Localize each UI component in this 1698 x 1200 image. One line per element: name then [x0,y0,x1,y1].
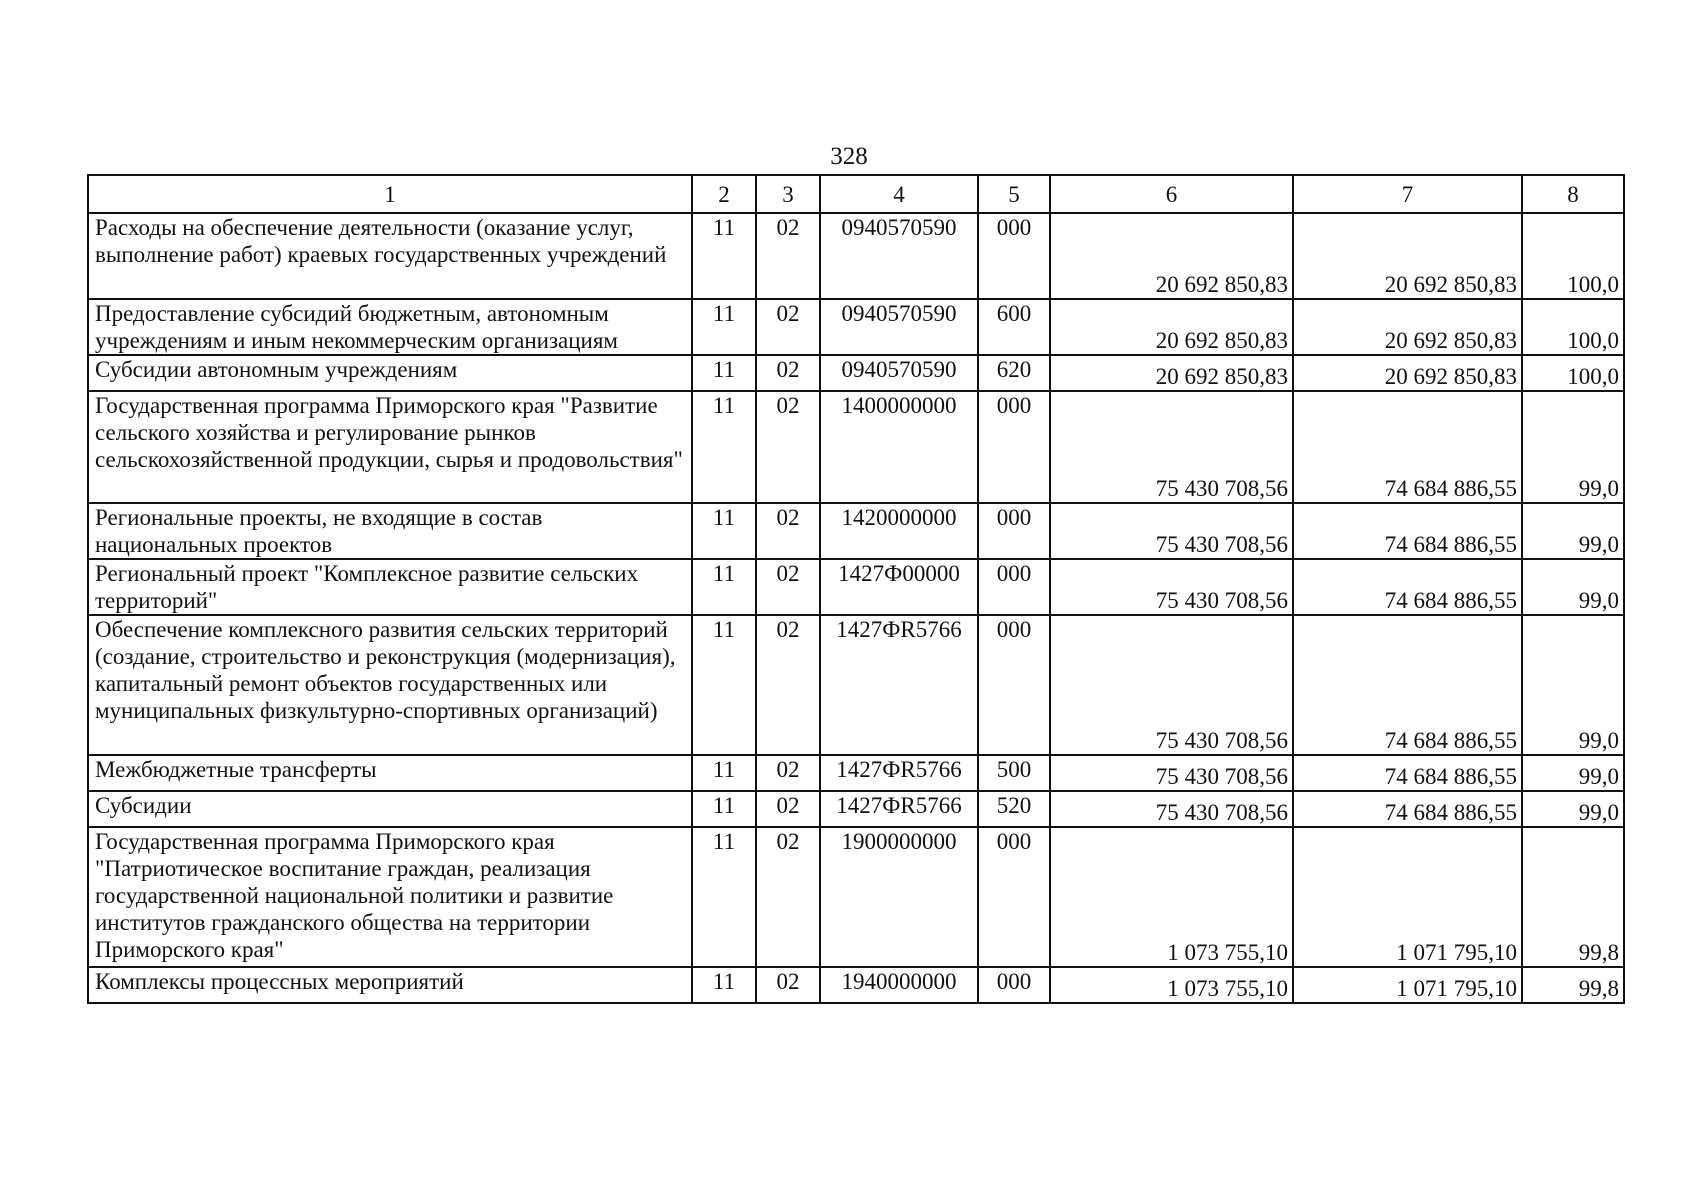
expense-type-cell: 000 [978,391,1050,503]
header-cell: 6 [1050,175,1293,213]
row-name-cell: Предоставление субсидий бюджетным, автономным учреждениям и иным некоммерческим организациям [88,299,692,355]
section-code-cell: 11 [692,827,756,967]
planned-amount-cell: 75 430 708,56 [1050,391,1293,503]
target-article-cell: 1400000000 [820,391,978,503]
planned-amount-cell: 75 430 708,56 [1050,615,1293,755]
planned-amount-cell: 75 430 708,56 [1050,791,1293,827]
executed-amount-cell: 1 071 795,10 [1293,827,1522,967]
planned-amount-cell: 75 430 708,56 [1050,503,1293,559]
expense-type-cell: 000 [978,503,1050,559]
target-article-cell: 0940570590 [820,213,978,299]
subsection-code-cell: 02 [756,827,820,967]
expense-type-cell: 000 [978,213,1050,299]
expense-type-cell: 000 [978,967,1050,1003]
executed-amount-cell: 20 692 850,83 [1293,355,1522,391]
row-name-cell: Государственная программа Приморского края "Патриотическое воспитание граждан, реализация государственной национальной политики и развитие институтов гражданского общества на территории Приморского края" [88,827,692,967]
row-name-cell: Обеспечение комплексного развития сельских территорий (создание, строительство и реконструкция (модернизация), капитальный ремонт объектов государственных или муниципальных физкультурно-спортивных организаций) [88,615,692,755]
target-article-cell: 1940000000 [820,967,978,1003]
executed-amount-cell: 20 692 850,83 [1293,299,1522,355]
target-article-cell: 1427ФR5766 [820,791,978,827]
row-name-cell: Межбюджетные трансферты [88,755,692,791]
execution-percent-cell: 100,0 [1522,299,1624,355]
row-name-cell: Субсидии [88,791,692,827]
header-cell: 5 [978,175,1050,213]
target-article-cell: 1427ФR5766 [820,615,978,755]
row-name-cell: Субсидии автономным учреждениям [88,355,692,391]
header-cell: 8 [1522,175,1624,213]
table-row [88,503,1624,559]
row-name-cell: Комплексы процессных мероприятий [88,967,692,1003]
execution-percent-cell: 99,0 [1522,791,1624,827]
expense-type-cell: 500 [978,755,1050,791]
expense-type-cell: 620 [978,355,1050,391]
section-code-cell: 11 [692,755,756,791]
header-cell: 2 [692,175,756,213]
row-name-cell: Региональный проект "Комплексное развитие сельских территорий" [88,559,692,615]
execution-percent-cell: 100,0 [1522,355,1624,391]
section-code-cell: 11 [692,615,756,755]
executed-amount-cell: 74 684 886,55 [1293,503,1522,559]
table-row [88,791,1624,827]
execution-percent-cell: 99,0 [1522,559,1624,615]
target-article-cell: 1427ФR5766 [820,755,978,791]
subsection-code-cell: 02 [756,299,820,355]
executed-amount-cell: 74 684 886,55 [1293,615,1522,755]
subsection-code-cell: 02 [756,503,820,559]
subsection-code-cell: 02 [756,791,820,827]
table-row [88,213,1624,299]
planned-amount-cell: 1 073 755,10 [1050,827,1293,967]
row-name-cell: Государственная программа Приморского края "Развитие сельского хозяйства и регулирование рынков сельскохозяйственной продукции, сырья и продовольствия" [88,391,692,503]
executed-amount-cell: 74 684 886,55 [1293,559,1522,615]
target-article-cell: 1420000000 [820,503,978,559]
row-name-cell: Региональные проекты, не входящие в состав национальных проектов [88,503,692,559]
subsection-code-cell: 02 [756,615,820,755]
execution-percent-cell: 99,0 [1522,755,1624,791]
executed-amount-cell: 74 684 886,55 [1293,791,1522,827]
expense-type-cell: 600 [978,299,1050,355]
subsection-code-cell: 02 [756,213,820,299]
table-row [88,615,1624,755]
execution-percent-cell: 100,0 [1522,213,1624,299]
section-code-cell: 11 [692,503,756,559]
subsection-code-cell: 02 [756,355,820,391]
budget-table [87,174,1625,1004]
execution-percent-cell: 99,0 [1522,503,1624,559]
executed-amount-cell: 74 684 886,55 [1293,755,1522,791]
header-cell: 4 [820,175,978,213]
section-code-cell: 11 [692,213,756,299]
expense-type-cell: 000 [978,559,1050,615]
executed-amount-cell: 1 071 795,10 [1293,967,1522,1003]
section-code-cell: 11 [692,791,756,827]
table-row [88,827,1624,967]
table-row [88,299,1624,355]
subsection-code-cell: 02 [756,755,820,791]
header-cell: 3 [756,175,820,213]
section-code-cell: 11 [692,391,756,503]
planned-amount-cell: 20 692 850,83 [1050,299,1293,355]
page-number: 328 [830,143,868,170]
execution-percent-cell: 99,8 [1522,967,1624,1003]
target-article-cell: 0940570590 [820,299,978,355]
subsection-code-cell: 02 [756,391,820,503]
table-row [88,967,1624,1003]
expense-type-cell: 000 [978,615,1050,755]
execution-percent-cell: 99,8 [1522,827,1624,967]
execution-percent-cell: 99,0 [1522,615,1624,755]
table-row [88,559,1624,615]
header-cell: 7 [1293,175,1522,213]
section-code-cell: 11 [692,559,756,615]
table-row [88,355,1624,391]
section-code-cell: 11 [692,355,756,391]
executed-amount-cell: 20 692 850,83 [1293,213,1522,299]
planned-amount-cell: 20 692 850,83 [1050,355,1293,391]
planned-amount-cell: 75 430 708,56 [1050,755,1293,791]
subsection-code-cell: 02 [756,967,820,1003]
expense-type-cell: 000 [978,827,1050,967]
table-row [88,755,1624,791]
planned-amount-cell: 20 692 850,83 [1050,213,1293,299]
expense-type-cell: 520 [978,791,1050,827]
executed-amount-cell: 74 684 886,55 [1293,391,1522,503]
target-article-cell: 0940570590 [820,355,978,391]
row-name-cell: Расходы на обеспечение деятельности (оказание услуг, выполнение работ) краевых государственных учреждений [88,213,692,299]
section-code-cell: 11 [692,967,756,1003]
table-body [88,175,1624,1003]
subsection-code-cell: 02 [756,559,820,615]
header-row [88,175,1624,213]
section-code-cell: 11 [692,299,756,355]
planned-amount-cell: 75 430 708,56 [1050,559,1293,615]
target-article-cell: 1427Ф00000 [820,559,978,615]
planned-amount-cell: 1 073 755,10 [1050,967,1293,1003]
target-article-cell: 1900000000 [820,827,978,967]
execution-percent-cell: 99,0 [1522,391,1624,503]
header-cell: 1 [88,175,692,213]
table-row [88,391,1624,503]
